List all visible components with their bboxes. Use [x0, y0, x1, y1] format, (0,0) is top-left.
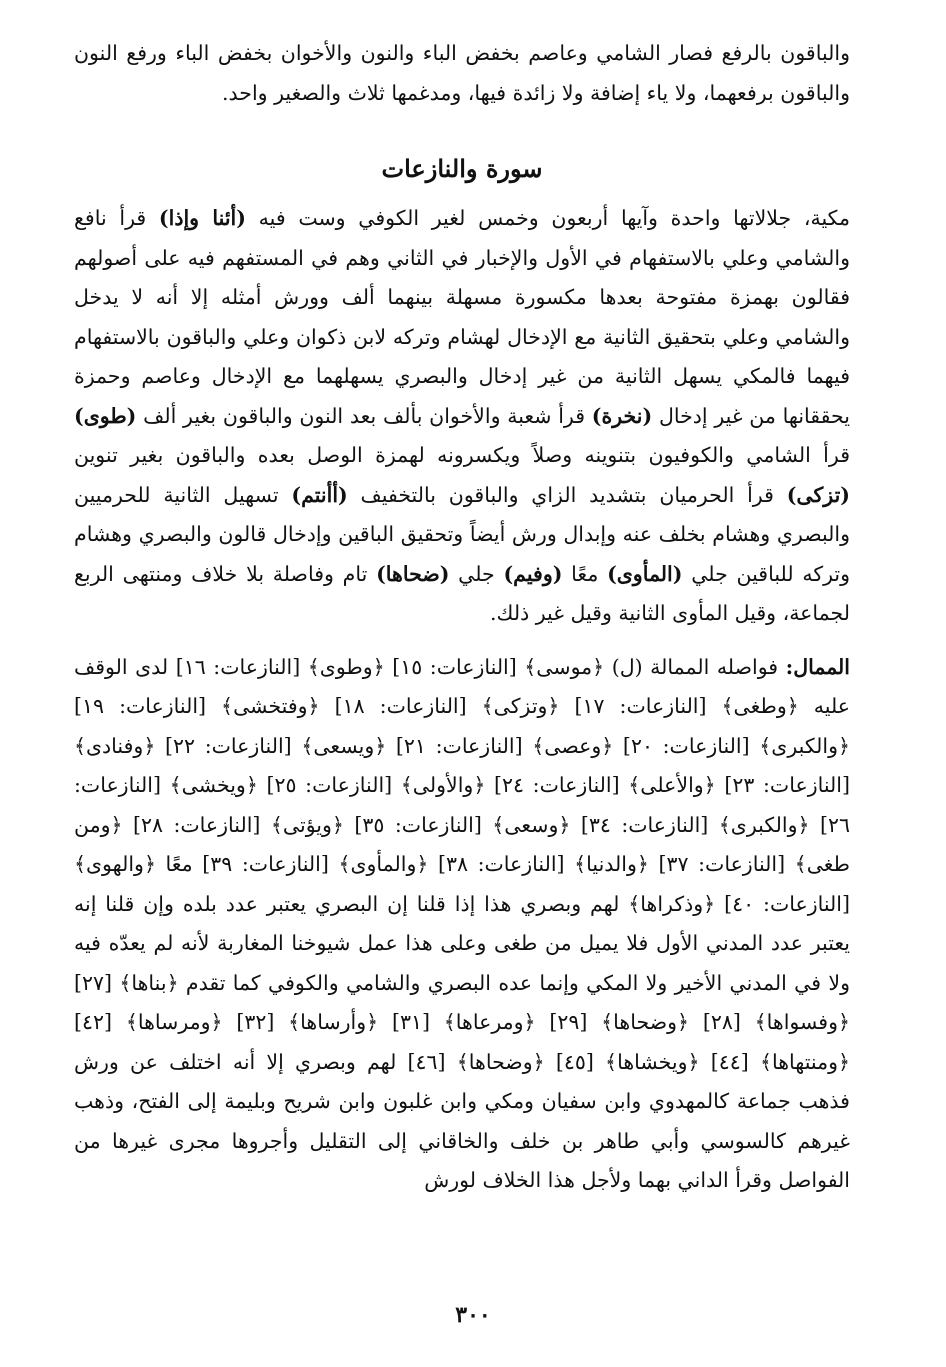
top-paragraph: والباقون بالرفع فصار الشامي وعاصم بخفض الباء والنون والأخوان بخفض الباء ورفع النون والباقون برفعهما، ولا ياء إضافة ولا زائدة فيها، ومدغمها ثلاث والصغير واحد.	[74, 41, 850, 105]
intro-text-4: قرأ الشامي والكوفيون بتنوينه وصلاً ويكسرونه لهمزة الوصل بعده والباقون بغير تنوين	[74, 443, 850, 467]
word-almawa: (المأوى)	[607, 561, 683, 586]
imala-label: الممال:	[785, 654, 850, 679]
word-aantum: (أأنتم)	[291, 482, 348, 507]
intro-text-9: تام وفاصلة بلا خلاف ومنتهى الربع لجماعة، وقيل المأوى الثانية وقيل غير ذلك.	[74, 561, 850, 625]
word-tazakka: (تزكى)	[786, 482, 850, 507]
imala-paragraph	[74, 648, 850, 1201]
page-number: ٣٠٠	[455, 1302, 491, 1328]
word-tuwa: (طوى)	[74, 403, 137, 428]
word-anna-wa-idha: (أئنا وإذا)	[158, 206, 246, 230]
intro-text-5: قرأ الحرميان بتشديد الزاي والباقون بالتخفيف	[347, 482, 787, 507]
word-duhaha: (ضحاها)	[376, 561, 450, 586]
intro-text-1: مكية، جلالاتها واحدة وآيها أربعون وخمس لغير الكوفي وست فيه	[245, 206, 850, 230]
imala-text: فواصله الممالة (ل) ﴿موسى﴾ [النازعات: ١٥] ﴿وطوى﴾ [النازعات: ١٦] لدى الوقف عليه ﴿وطغى﴾ [النازعات: ١٧] ﴿وتزكى﴾ [النازعات: ١٨] ﴿وفتخشى﴾ [النازعات: ١٩] ﴿والكبرى﴾ [النازعات: ٢٠] ﴿وعصى﴾ [النازعات: ٢١] ﴿ويسعى﴾ [النازعات: ٢٢] ﴿وفنادى﴾ [النازعات: ٢٣] ﴿والأعلى﴾ [النازعات: ٢٤] ﴿والأولى﴾ [النازعات: ٢٥] ﴿ويخشى﴾ [النازعات: ٢٦] ﴿والكبرى﴾ [النازعات: ٣٤] ﴿وسعى﴾ [النازعات: ٣٥] ﴿ويؤتى﴾ [النازعات: ٢٨] ﴿ومن طغى﴾ [النازعات: ٣٧] ﴿والدنيا﴾ [النازعات: ٣٨] ﴿والمأوى﴾ [النازعات: ٣٩] معًا ﴿والهوى﴾ [النازعات: ٤٠] ﴿وذكراها﴾ لهم وبصري هذا إذا قلنا إن البصري يعتبر عدد بلده وإن قلنا إنه يعتبر عدد المدني الأول فلا يميل من طغى وعلى هذا عمل شيوخنا المغاربة لأنه لم يعدّه فيه ولا في المدني الأخير ولا المكي وإنما عده البصري والشامي والكوفي كما تقدم ﴿بناها﴾ [٢٧] ﴿وفسواها﴾ [٢٨] ﴿وضحاها﴾ [٢٩] ﴿ومرعاها﴾ [٣١] ﴿وأرساها﴾ [٣٢] ﴿ومرساها﴾ [٤٢] ﴿ومنتهاها﴾ [٤٤] ﴿ويخشاها﴾ [٤٥] ﴿وضحاها﴾ [٤٦] لهم وبصري إلا أنه اختلف عن ورش فذهب جماعة كالمهدوي وابن سفيان ومكي وابن غلبون وابن شريح وبليمة إلى الفتح، وذهب غيرهم كالسوسي وأبي طاهر بن خلف والخاقاني إلى التقليل وأجروها مجرى غيرها من الفواصل وقرأ الداني بهما ولأجل هذا الخلاف لورش	[74, 654, 850, 1192]
word-wafima: (وفيم)	[503, 561, 563, 586]
intro-paragraph	[74, 199, 850, 634]
intro-text-7: معًا	[562, 561, 608, 586]
word-nakhira: (نخرة)	[591, 403, 653, 428]
intro-text-2: قرأ نافع والشامي وعلي بالاستفهام في الأول والإخبار في الثاني وهم في المستفهم فيه على أصولهم فقالون بهمزة مفتوحة بعدها مكسورة مسهلة بينهما ألف وورش أمثله إلا أنه لا يدخل والشامي وعلي بتحقيق الثانية مع الإدخال لهشام وتركه لابن ذكوان وعلي والباقون بالاستفهام فيهما فالمكي يسهل الثانية من غير إدخال والبصري يسهلهما مع الإدخال وعاصم وحمزة يحققانها من غير إدخال	[74, 206, 850, 428]
surah-title: سورة والنازعات	[381, 154, 543, 183]
intro-text-6: تسهيل الثانية للحرميين والبصري وهشام بخلف عنه وإبدال ورش أيضاً وتحقيق الباقين وإدخال قالون والبصري وهشام وتركه للباقين جلي	[74, 482, 850, 586]
intro-text-8: جلي	[449, 561, 504, 586]
intro-text-3: قرأ شعبة والأخوان بألف بعد النون والباقون بغير ألف	[136, 403, 592, 428]
